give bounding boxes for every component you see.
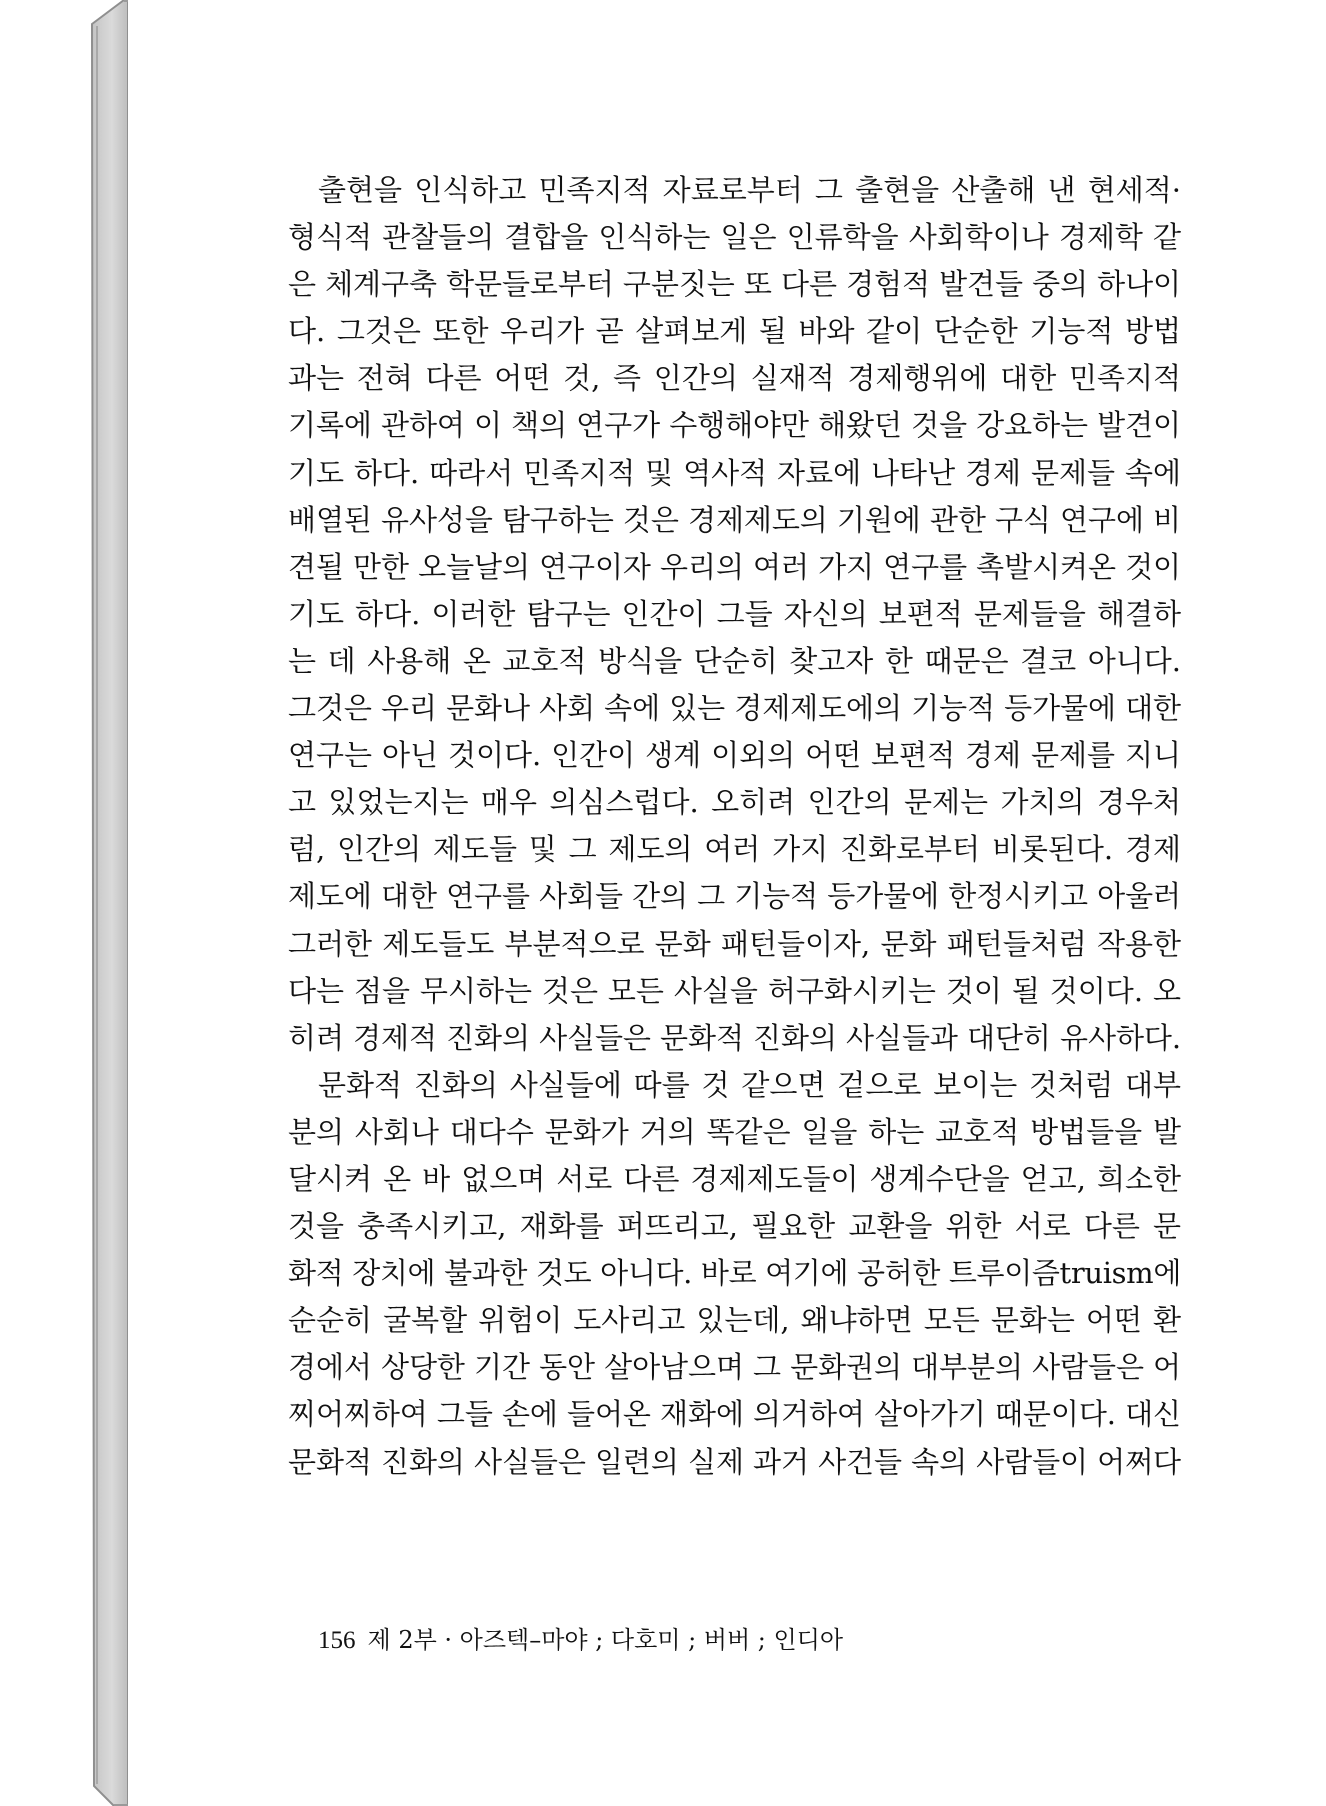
body-line: 제도에 대한 연구를 사회들 간의 그 기능적 등가물에 한정시키고 아울러 [288,879,1181,914]
body-line: 견될 만한 오늘날의 연구이자 우리의 여러 가지 연구를 촉발시켜온 것이 [288,549,1181,584]
body-line: 순순히 굴복할 위험이 도사리고 있는데, 왜냐하면 모든 문화는 어떤 환 [288,1303,1181,1338]
body-line: 형식적 관찰들의 결합을 인식하는 일은 인류학을 사회학이나 경제학 같 [288,220,1181,255]
body-line: 문화적 진화의 사실들에 따를 것 같으면 겉으로 보이는 것처럼 대부 [318,1067,1181,1102]
body-line: 는 데 사용해 온 교호적 방식을 단순히 찾고자 한 때문은 결코 아니다. [288,643,1181,678]
body-line: 다. 그것은 또한 우리가 곧 살펴보게 될 바와 같이 단순한 기능적 방법 [288,314,1181,349]
body-line: 분의 사회나 대다수 문화가 거의 똑같은 일을 하는 교호적 방법들을 발 [288,1114,1181,1149]
body-line: 과는 전혀 다른 어떤 것, 즉 인간의 실재적 경제행위에 대한 민족지적 [288,361,1181,396]
body-line: 달시켜 온 바 없으며 서로 다른 경제제도들이 생계수단을 얻고, 희소한 [288,1161,1181,1196]
running-footer [318,1620,843,1660]
body-line: 그것은 우리 문화나 사회 속에 있는 경제제도에의 기능적 등가물에 대한 [288,691,1181,726]
page-number: 156 [318,1627,356,1654]
body-line: 기도 하다. 따라서 민족지적 및 역사적 자료에 나타난 경제 문제들 속에 [288,455,1181,490]
body-line: 럼, 인간의 제도들 및 그 제도의 여러 가지 진화로부터 비롯된다. 경제 [288,832,1181,867]
body-line: 출현을 인식하고 민족지적 자료로부터 그 출현을 산출해 낸 현세적· [318,173,1181,207]
running-title: 제 2부 · 아즈텍–마야 ; 다호미 ; 버버 ; 인디아 [367,1626,844,1654]
body-line: 찌어찌하여 그들 손에 들어온 재화에 의거하여 살아가기 때문이다. 대신 [288,1397,1181,1432]
body-line: 배열된 유사성을 탐구하는 것은 경제제도의 기원에 관한 구식 연구에 비 [288,502,1181,537]
body-line: 기록에 관하여 이 책의 연구가 수행해야만 해왔던 것을 강요하는 발견이 [288,408,1181,443]
body-line: 그러한 제도들도 부분적으로 문화 패턴들이자, 문화 패턴들처럼 작용한 [288,926,1181,961]
body-line: 문화적 진화의 사실들은 일련의 실제 과거 사건들 속의 사람들이 어쩌다 [288,1444,1181,1479]
body-line: 고 있었는지는 매우 의심스럽다. 오히려 인간의 문제는 가치의 경우처 [288,785,1181,820]
body-line: 은 체계구축 학문들로부터 구분짓는 또 다른 경험적 발견들 중의 하나이 [288,267,1181,302]
body-line: 연구는 아닌 것이다. 인간이 생계 이외의 어떤 보편적 경제 문제를 지니 [288,738,1181,773]
body-line: 것을 충족시키고, 재화를 퍼뜨리고, 필요한 교환을 위한 서로 다른 문 [288,1209,1181,1244]
body-line: 다는 점을 무시하는 것은 모든 사실을 허구화시키는 것이 될 것이다. 오 [288,973,1181,1008]
body-line: 히려 경제적 진화의 사실들은 문화적 진화의 사실들과 대단히 유사하다. [288,1020,1181,1055]
body-text [288,167,1181,1486]
body-line: 경에서 상당한 기간 동안 살아남으며 그 문화권의 대부분의 사람들은 어 [288,1350,1181,1385]
body-line: 화적 장치에 불과한 것도 아니다. 바로 여기에 공허한 트루이즘truism에 [288,1256,1181,1291]
body-line: 기도 하다. 이러한 탐구는 인간이 그들 자신의 보편적 문제들을 해결하 [288,596,1181,631]
